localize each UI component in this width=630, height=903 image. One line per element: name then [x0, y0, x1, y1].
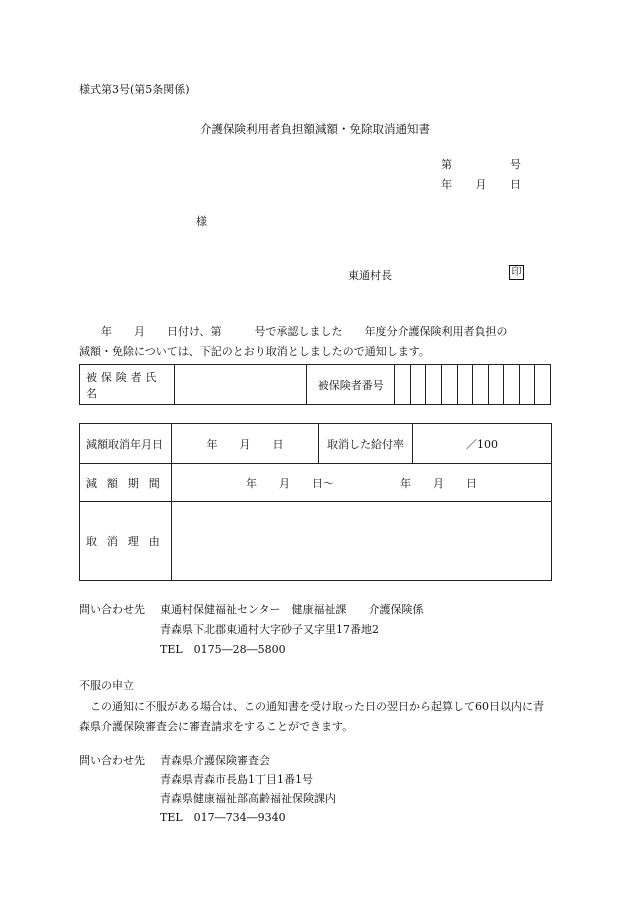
- issuer-name: 東通村長: [348, 269, 392, 282]
- contact-address: 青森県青森市長島1丁目1番1号: [160, 773, 313, 786]
- insured-number-digit[interactable]: [504, 365, 520, 405]
- paragraph-line-2: 減額・免除については、下記のとおり取消としましたので通知します。: [79, 345, 430, 358]
- document-number: [441, 156, 521, 172]
- cancel-date-field[interactable]: 年 月 日: [172, 424, 319, 464]
- cancellation-table: [79, 423, 552, 581]
- contact-address: 青森県下北郡東通村大字砂子又字里17番地2: [160, 623, 379, 636]
- date-year: 年: [441, 178, 452, 191]
- seal-mark: 印: [509, 265, 524, 280]
- insured-number-digit[interactable]: [488, 365, 504, 405]
- insured-number-digit[interactable]: [410, 365, 426, 405]
- reason-label: 取消理由: [80, 502, 172, 581]
- paragraph-line-1: 年 月 日付け、第 号で承認しました 年度分介護保険利用者負担の: [79, 325, 508, 338]
- insured-number-digit[interactable]: [457, 365, 473, 405]
- contact-section-2: [79, 751, 336, 827]
- insured-number-digit[interactable]: [519, 365, 535, 405]
- cancel-date-label: 減額取消年月日: [80, 424, 172, 464]
- date-month: 月: [475, 178, 487, 191]
- form-number: 様式第3号(第5条関係): [79, 83, 190, 96]
- cancelled-rate-label: 取消した給付率: [319, 424, 413, 464]
- insured-number-digit[interactable]: [442, 365, 458, 405]
- insured-number-digit[interactable]: [395, 365, 411, 405]
- contact-phone: TEL 017―734―9340: [160, 811, 286, 824]
- insured-info-table: [79, 364, 551, 405]
- insured-number-label: 被保険者番号: [307, 365, 395, 405]
- contact-label: 問い合わせ先: [79, 754, 145, 767]
- document-date: [441, 176, 521, 192]
- contact-department: 青森県健康福祉部高齢福祉保険課内: [160, 792, 336, 805]
- period-field[interactable]: 年 月 日～ 年 月 日: [172, 464, 552, 502]
- date-day: 日: [510, 178, 521, 191]
- period-label: 減額期間: [80, 464, 172, 502]
- contact-org: 青森県介護保険審査会: [160, 754, 270, 767]
- insured-name-field[interactable]: [175, 365, 307, 405]
- insured-number-digit[interactable]: [426, 365, 442, 405]
- recipient-suffix: 様: [196, 215, 207, 228]
- insured-name-label: 被保険者氏名: [80, 365, 175, 405]
- insured-number-digit[interactable]: [473, 365, 489, 405]
- reason-field[interactable]: [172, 502, 552, 581]
- contact-org: 東通村保健福祉センター 健康福祉課 介護保険係: [160, 603, 424, 616]
- contact-section-1: [79, 600, 424, 660]
- objection-body: この通知に不服がある場合は、この通知書を受け取った日の翌日から起算して60日以内に青森県介護保険審査会に審査請求をすることができます。: [79, 700, 544, 733]
- cancelled-rate-field[interactable]: ／100: [413, 424, 552, 464]
- objection-heading: 不服の申立: [79, 679, 134, 692]
- doc-number-prefix: 第: [441, 158, 452, 171]
- doc-number-suffix: 号: [510, 158, 521, 171]
- contact-label: 問い合わせ先: [79, 603, 145, 616]
- document-title: 介護保険利用者負担額減額・免除取消通知書: [200, 122, 430, 136]
- insured-number-digit[interactable]: [535, 365, 551, 405]
- notice-paragraph: [79, 322, 549, 362]
- contact-phone: TEL 0175―28―5800: [160, 643, 286, 656]
